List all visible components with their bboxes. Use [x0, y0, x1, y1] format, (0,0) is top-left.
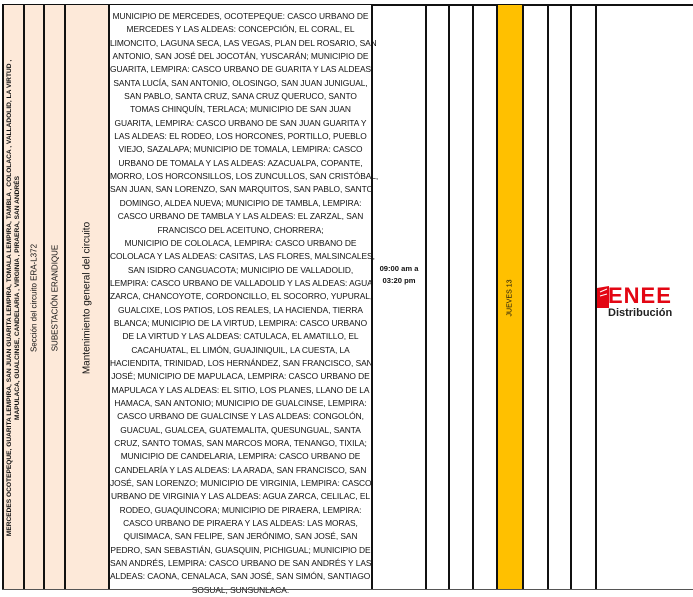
work-cell [64, 5, 108, 590]
municipalities-line: MERCEDES Y LAS ALDEAS: CONCEPCIÓN, EL CORAL, EL [126, 24, 355, 35]
municipalities-line: MUNICIPIO DE CANDELARIA, LEMPIRA: CASCO URBANO DE [120, 451, 361, 462]
zones-text [6, 59, 22, 535]
municipalities-line: SANTA LUCÍA, SAN ANTONIO, OLOSINGO, SAN JUAN JUNIGUAL, [113, 77, 368, 88]
table-bottom-border [2, 589, 693, 590]
day-cell-1 [425, 5, 448, 590]
municipalities-line: MORRO, LOS HORCONSILLOS, LOS ZUNCULLOS, SAN CRISTÓBAL, [110, 171, 379, 182]
municipalities-line: BLANCA; MUNICIPIO DE LA VIRTUD, LEMPIRA: CASCO URBANO [113, 317, 368, 328]
municipalities-line: JOSÉ; MUNICIPIO DE MAPULACA, LEMPIRA: CASCO URBANO DE [111, 371, 370, 382]
municipalities-line: RODEO, GUAQUINCORA; MUNICIPIO DE PIRAERA, LEMPIRA: [119, 504, 362, 515]
municipalities-line: GUACUAL, GUALCEA, GUATEMALITA, QUESUNGUAL, SANTA [120, 424, 361, 435]
municipalities-line: CACAHUATAL, EL LIMÓN, GUAJINIQUIL, LA CUESTA, LA [131, 344, 350, 355]
municipalities-line: CANDELARÍA Y LAS ALDEAS: LA ARADA, SAN FRANCISCO, SAN [114, 464, 367, 475]
municipalities-line: FRANCISCO DEL ACEITUNO, CHORRERA; [157, 224, 324, 235]
day-cell-6 [547, 5, 570, 590]
municipalities-line: JOSÉ, SAN LORENZO; MUNICIPIO DE VIRGINIA, LEMPIRA: CASCO [110, 478, 372, 489]
zones-cell [2, 5, 23, 590]
time-start: 09:00 am a [379, 264, 419, 273]
municipalities-line: HAMACA, SAN ANTONIO; MUNICIPIO DE GUALCINSE, LEMPIRA: [114, 397, 367, 408]
municipalities-line: MUNICIPIO DE MERCEDES, OCOTEPEQUE: CASCO URBANO DE [112, 11, 369, 21]
municipalities-line: URBANO DE TOMALA Y LAS ALDEAS: AZACUALPA, COPANTE, [118, 157, 363, 168]
municipalities-line: VIEJO, SAZALAPA; MUNICIPIO DE TOMALA, LEMPIRA: CASCO [118, 144, 363, 155]
section-cell [23, 5, 43, 590]
municipalities-line: TOMAS CHINQUÍN, TERLACA; MUNICIPIO DE SAN JUAN [130, 104, 351, 115]
work-text: Mantenimiento general del circuito [81, 221, 93, 374]
municipalities-line: CASCO URBANO DE PIRAERA Y LAS ALDEAS: LAS MORAS, [123, 518, 358, 529]
municipalities-line: SAN JUAN, SAN LORENZO, SAN MARQUITOS, SAN PABLO, SANTO [110, 184, 374, 195]
time-end: 03:20 pm [382, 276, 416, 285]
substation-text: SUBESTACIÓN ERANDIQUE [50, 244, 59, 351]
logo-cell [595, 5, 693, 590]
enee-logo [597, 283, 693, 320]
municipalities-line: DOMINGO, ALDEA NUEVA; MUNICIPIO DE TAMBLA, LEMPIRA: [119, 197, 362, 208]
day-label: JUEVES 13 [506, 279, 514, 316]
municipalities-line [110, 584, 371, 597]
municipalities-line: DE LA VIRTUD Y LAS ALDEAS: CATULACA, EL AMATILLO, EL [122, 331, 359, 342]
municipalities-line: PEDRO, SAN SEBASTIÁN, GUASQUIN, PICHIGUAL; MUNICIPIO DE [110, 544, 371, 555]
municipalities-line: ANTONIO, SAN JOSÉ DEL JOCOTÁN, YUSCARÁN; MUNICIPIO DE [112, 51, 369, 62]
municipalities-line: ALDEAS: CAONA, CENALACA, SAN JOSÉ, SAN SIMÓN, SANTIAGO, [110, 571, 373, 582]
municipalities-line: COLOLACA Y LAS ALDEAS: CASITAS, LAS FLORES, MALSINCALES, [110, 251, 375, 262]
day-cell-5 [522, 5, 547, 590]
substation-cell [43, 5, 64, 590]
logo-subtext: Distribución [608, 307, 673, 319]
day-cell-thursday [496, 5, 522, 590]
section-text: Sección del circuito ERA-L372 [29, 243, 39, 352]
municipalities-line: QUISIMACA, SAN FELIPE, SAN JERÓNIMO, SAN JOSÉ, SAN [123, 531, 358, 542]
day-cell-7 [570, 5, 595, 590]
municipalities-line: GUARITA, LEMPIRA: CASCO URBANO DE SAN JUAN GUARITA Y [114, 117, 367, 128]
municipalities-line: URBANO DE VIRGINIA Y LAS ALDEAS: AGUA ZARCA, CELILAC, EL [111, 491, 370, 502]
municipalities-cell [108, 5, 379, 590]
municipalities-line: MAPULACA Y LAS ALDEAS: EL SITIO, LOS PLANES, LLANO DE LA [111, 384, 370, 395]
municipalities-line: ZARCA, CHANCOYOTE, CORDONCILLO, EL SOCORRO, YUPURAL, [110, 291, 373, 302]
zones-line-2: MAPULACA, GUALCINSE, CANDELARIA , VIRGINIA , PIRAERA, SAN ANDRÉS [13, 175, 21, 420]
municipalities-line: GUARITA, LEMPIRA: CASCO URBANO DE GUARITA Y LAS ALDEAS: [110, 64, 374, 75]
municipalities-line: SAN ISIDRO CANGUACOTA; MUNICIPIO DE VALLADOLID, [127, 264, 354, 275]
time-cell [371, 5, 425, 590]
zones-line-1: MERCEDES OCOTEPEQUE, GUARITA LEMPIRA, SAN JUAN GUARITA LEMPIRA, TOMALA LEMPIRA, TAMBLA , COLOLACA , VALLADOLID, LA VIRTUD , [5, 59, 13, 536]
municipalities-line: LAS ALDEAS: EL RODEO, LOS HORCONES, PORTILLO, PUEBLO [114, 131, 367, 142]
municipalities-line: CASCO URBANO DE TAMBLA Y LAS ALDEAS: EL ZARZAL, SAN [117, 211, 364, 222]
day-cell-3 [472, 5, 496, 590]
municipalities-line: GUALCIXE, LOS PATIOS, LOS REALES, LA HACIENDA, TIERRA [118, 304, 363, 315]
municipalities-line: LEMPIRA: CASCO URBANO DE VALLADOLID Y LAS ALDEAS: AGUA [110, 277, 373, 288]
municipalities-line: CASCO URBANO DE GUALCINSE Y LAS ALDEAS: CONGOLÓN, [117, 411, 364, 422]
municipalities-line: MUNICIPIO DE COLOLACA, LEMPIRA: CASCO URBANO DE [124, 237, 357, 248]
logo-text: ENEE [608, 283, 672, 308]
municipalities-line: SAN PABLO, SANTA CRUZ, SANA CRUZ QUERUCO, SANTO [124, 91, 357, 102]
municipalities-line: HACIENDITA, TRINIDAD, LOS HERNÁNDEZ, SAN FRANCISCO, SAN [110, 357, 373, 368]
day-cell-2 [448, 5, 472, 590]
municipalities-line: LIMONCITO, LAGUNA SECA, LAS VEGAS, PLAN DEL ROSARIO, SAN [110, 37, 377, 48]
municipalities-line: SAN ANDRÉS, LEMPIRA: CASCO URBANO DE SAN ANDRÉS Y LAS [110, 558, 372, 569]
municipalities-line: CRUZ, SANTO TOMAS, SAN MARCOS MORA, TENANGO, TIXILA; [114, 438, 367, 448]
